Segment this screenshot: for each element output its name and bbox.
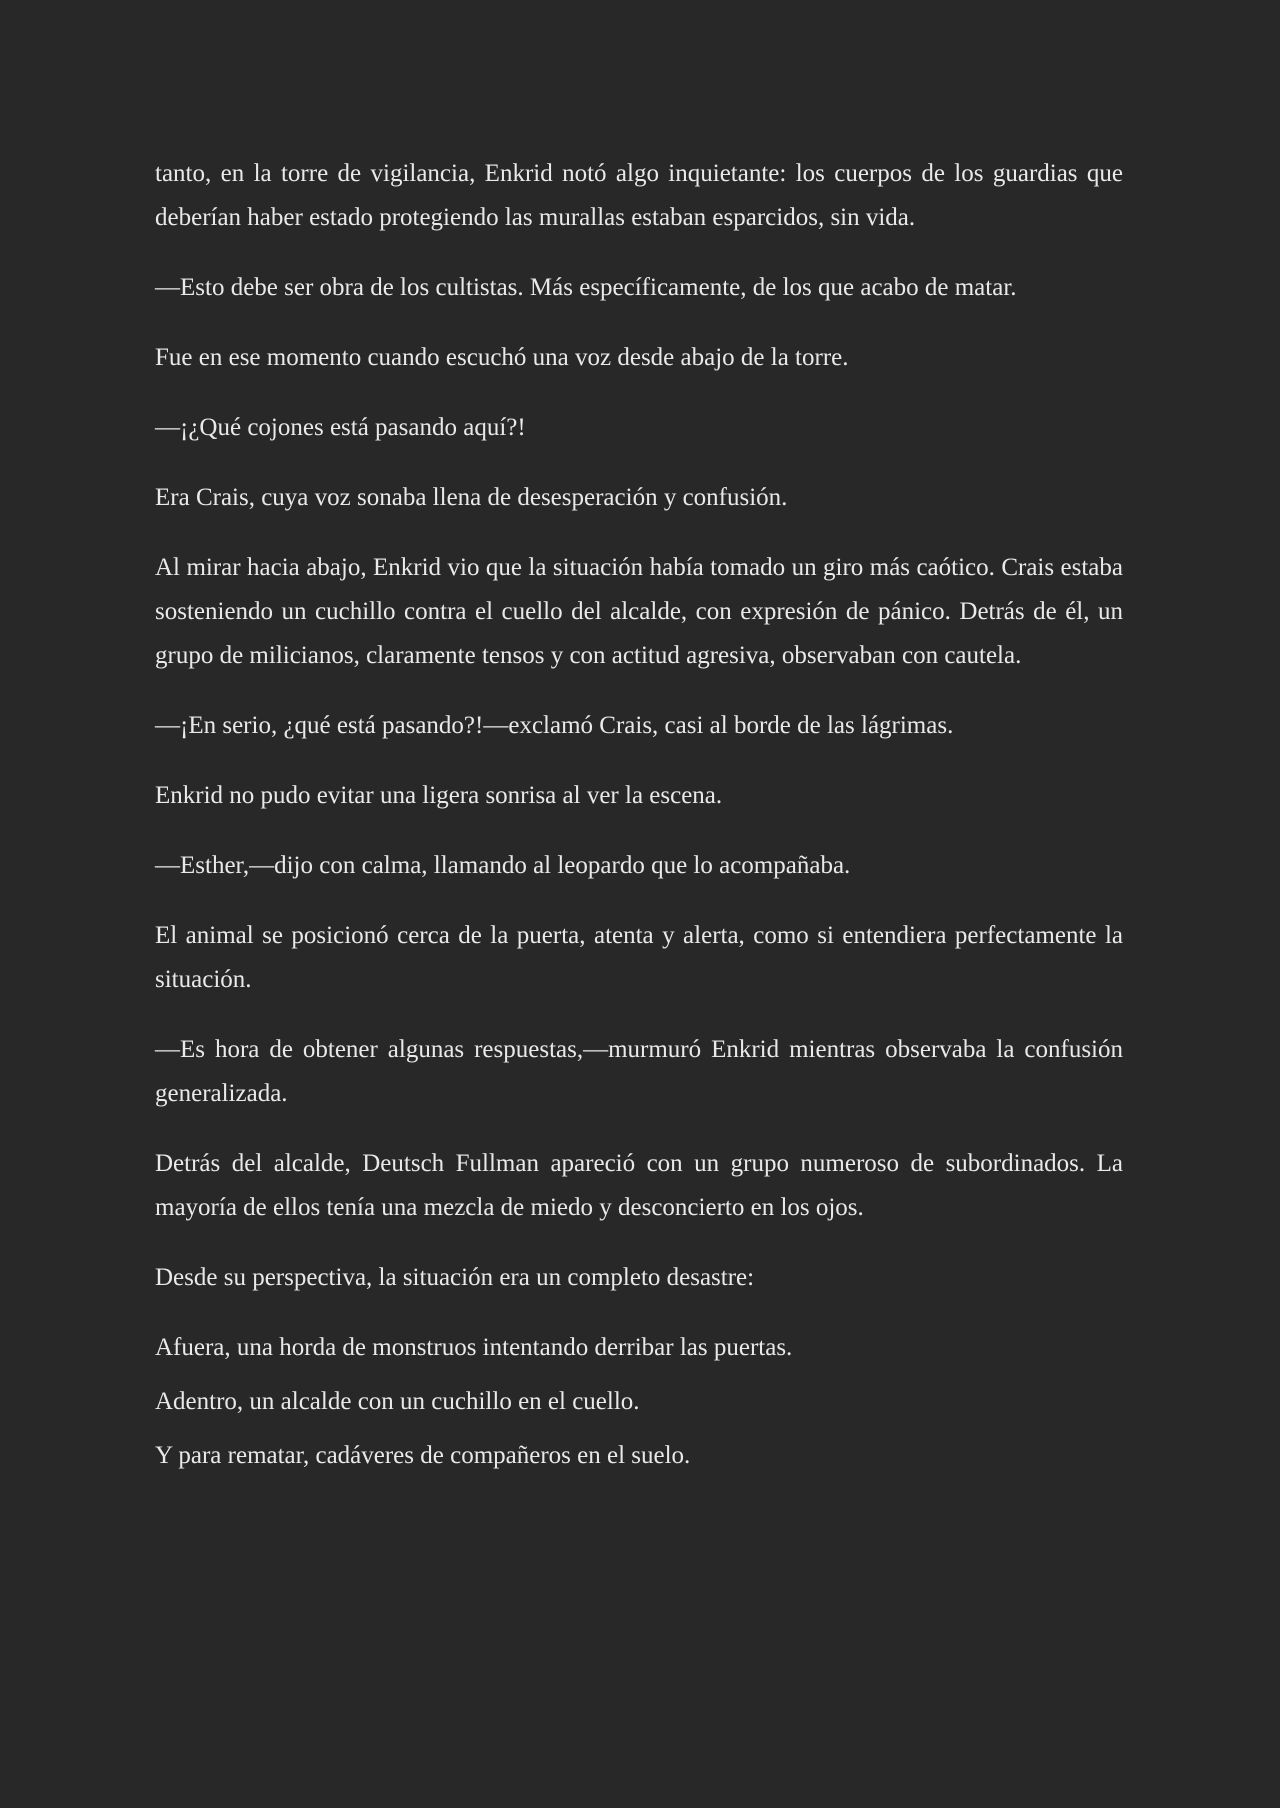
list-line: Y para rematar, cadáveres de compañeros en el suelo. <box>155 1442 691 1469</box>
paragraph: Fue en ese momento cuando escuchó una voz desde abajo de la torre. <box>155 344 849 371</box>
document-body <box>155 152 1123 1478</box>
paragraph: —Es hora de obtener algunas respuestas,—murmuró Enkrid mientras observaba la confusión generalizada. <box>155 1036 1123 1107</box>
paragraph: —Esto debe ser obra de los cultistas. Más específicamente, de los que acabo de matar. <box>155 274 1017 301</box>
paragraph: —¡En serio, ¿qué está pasando?!—exclamó Crais, casi al borde de las lágrimas. <box>155 712 954 739</box>
paragraph: El animal se posicionó cerca de la puerta, atenta y alerta, como si entendiera perfectamente la situación. <box>155 922 1123 993</box>
paragraph: Era Crais, cuya voz sonaba llena de desesperación y confusión. <box>155 484 788 511</box>
paragraph: Detrás del alcalde, Deutsch Fullman apareció con un grupo numeroso de subordinados. La mayoría de ellos tenía una mezcla de miedo y desconcierto en los ojos. <box>155 1150 1123 1221</box>
paragraph: Desde su perspectiva, la situación era un completo desastre: <box>155 1264 755 1291</box>
paragraph: —Esther,—dijo con calma, llamando al leopardo que lo acompañaba. <box>155 852 851 879</box>
paragraph: —¡¿Qué cojones está pasando aquí?! <box>155 414 526 441</box>
paragraph: Enkrid no pudo evitar una ligera sonrisa al ver la escena. <box>155 782 723 809</box>
paragraph: tanto, en la torre de vigilancia, Enkrid notó algo inquietante: los cuerpos de los guardias que deberían haber estado protegiendo las murallas estaban esparcidos, sin vida. <box>155 160 1123 231</box>
list-line: Adentro, un alcalde con un cuchillo en el cuello. <box>155 1388 640 1415</box>
list-line: Afuera, una horda de monstruos intentando derribar las puertas. <box>155 1334 793 1361</box>
paragraph: Al mirar hacia abajo, Enkrid vio que la situación había tomado un giro más caótico. Crais estaba sosteniendo un cuchillo contra el cuello del alcalde, con expresión de pánico. Detrás de él, un grupo de milicianos, claramente tensos y con actitud agresiva, observaban con cautela. <box>155 554 1123 669</box>
